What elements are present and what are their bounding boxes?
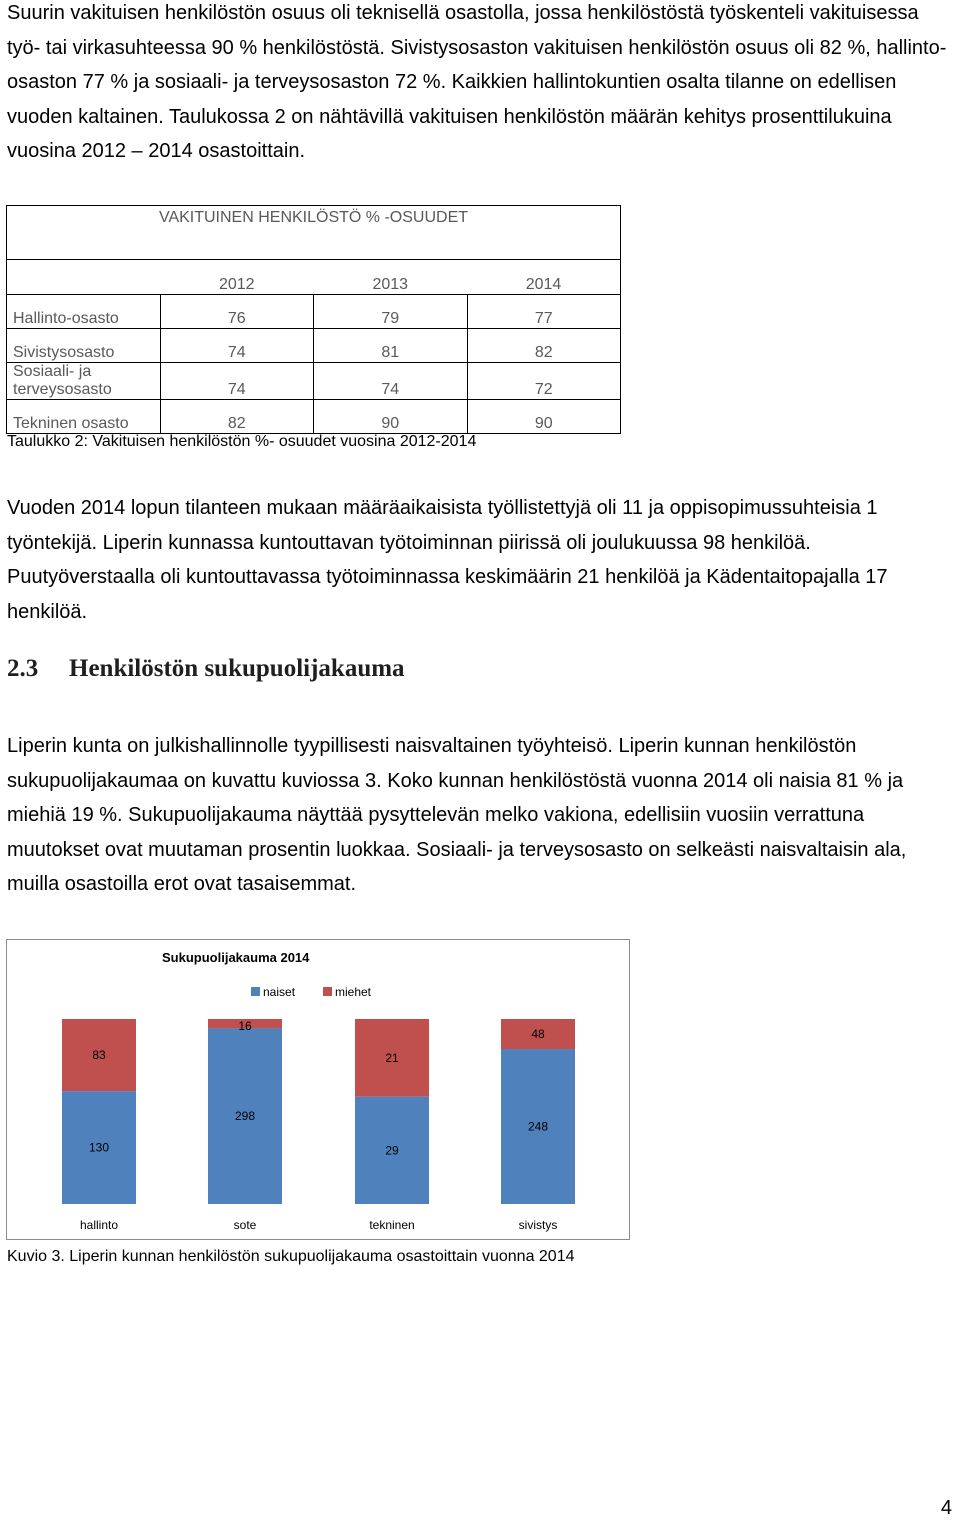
table-cell: 82	[160, 400, 314, 434]
section-title: Henkilöstön sukupuolijakauma	[69, 655, 405, 682]
data-label: 298	[234, 1109, 256, 1124]
data-label: 29	[385, 1143, 399, 1158]
section-number: 2.3	[7, 655, 39, 682]
table-cell: 76	[160, 295, 314, 329]
table-cell: 74	[160, 363, 314, 400]
page-number: 4	[940, 1497, 952, 1519]
table-cell: 90	[467, 400, 621, 434]
table-row	[7, 329, 621, 363]
figure-caption: Kuvio 3. Liperin kunnan henkilöstön sukupuolijakauma osastoittain vuonna 2014	[7, 1248, 575, 1265]
data-label: 130	[88, 1140, 110, 1155]
table-caption: Taulukko 2: Vakituisen henkilöstön %- osuudet vuosina 2012-2014	[7, 433, 477, 450]
legend-label: miehet	[335, 985, 372, 999]
staff-percentage-table	[6, 205, 621, 434]
chart-svg	[7, 940, 629, 1239]
table-header-blank	[7, 260, 161, 295]
chart-title: Sukupuolijakauma 2014	[162, 950, 310, 965]
row-label: Sosiaali- ja terveysosasto	[7, 363, 161, 400]
table-title: VAKITUINEN HENKILÖSTÖ % -OSUUDET	[7, 206, 621, 260]
section-heading	[7, 655, 405, 683]
row-label: Hallinto-osasto	[7, 295, 161, 329]
table-cell: 82	[467, 329, 621, 363]
legend-label: naiset	[263, 985, 296, 999]
table-cell: 79	[314, 295, 468, 329]
row-label: Sivistysosasto	[7, 329, 161, 363]
legend-swatch	[251, 987, 260, 996]
table-cell: 74	[160, 329, 314, 363]
employment-paragraph: Vuoden 2014 lopun tilanteen mukaan määräaikaisista työllistettyjä oli 11 ja oppisopimussuhteisia 1 työntekijä. Liperin kunnassa kuntouttavan työtoiminnan piirissä oli joulukuussa 98 henkilöä. Puutyöverstaalla oli kuntouttavassa työtoiminnassa keskimäärin 21 henkilöä ja Kädentaitopajalla 17 henkilöä.	[7, 497, 888, 623]
gender-distribution-chart	[6, 939, 630, 1240]
data-label: 83	[92, 1048, 106, 1063]
intro-paragraph: Suurin vakituisen henkilöstön osuus oli teknisellä osastolla, jossa henkilöstöstä työskenteli vakituisessa työ- tai virkasuhteessa 90 % henkilöstöstä. Sivistysosaston vakituisen henkilöstön osuus oli 82 %, hallinto-osaston 77 % ja sosiaali- ja terveysosaston 72 %. Kaikkien hallintokuntien osalta tilanne on edellisen vuoden kaltainen. Taulukossa 2 on nähtävillä vakituisen henkilöstön määrän kehitys prosenttilukuina vuosina 2012 – 2014 osastoittain.	[7, 2, 947, 163]
table-cell: 81	[314, 329, 468, 363]
data-label: 48	[531, 1027, 545, 1041]
table-row	[7, 295, 621, 329]
data-label: 16	[238, 1019, 252, 1033]
table-cell: 90	[314, 400, 468, 434]
table-header-year: 2013	[314, 260, 468, 295]
data-label: 21	[385, 1050, 399, 1065]
category-label: hallinto	[79, 1218, 119, 1232]
table-row	[7, 363, 621, 400]
table-cell: 74	[314, 363, 468, 400]
data-label: 248	[527, 1119, 549, 1134]
table-header-year: 2012	[160, 260, 314, 295]
table-cell: 72	[467, 363, 621, 400]
row-label: Tekninen osasto	[7, 400, 161, 434]
gender-paragraph: Liperin kunta on julkishallinnolle tyypillisesti naisvaltainen työyhteisö. Liperin kunnan henkilöstön sukupuolijakaumaa on kuvattu kuviossa 3. Koko kunnan henkilöstöstä vuonna 2014 oli naisia 81 % ja miehiä 19 %. Sukupuolijakauma näyttää pysyttelevän melko vakiona, edellisiin vuosiin verrattuna muutokset ovat muutaman prosentin luokkaa. Sosiaali- ja terveysosasto on selkeästi naisvaltaisin ala, muilla osastoilla erot ovat tasaisemmat.	[7, 735, 907, 896]
legend-swatch	[323, 987, 332, 996]
category-label: sivistys	[518, 1218, 558, 1232]
table-header-year: 2014	[467, 260, 621, 295]
table-cell: 77	[467, 295, 621, 329]
category-label: sote	[233, 1218, 257, 1232]
table-header-row	[7, 260, 621, 295]
category-label: tekninen	[369, 1218, 415, 1232]
table-row	[7, 400, 621, 434]
